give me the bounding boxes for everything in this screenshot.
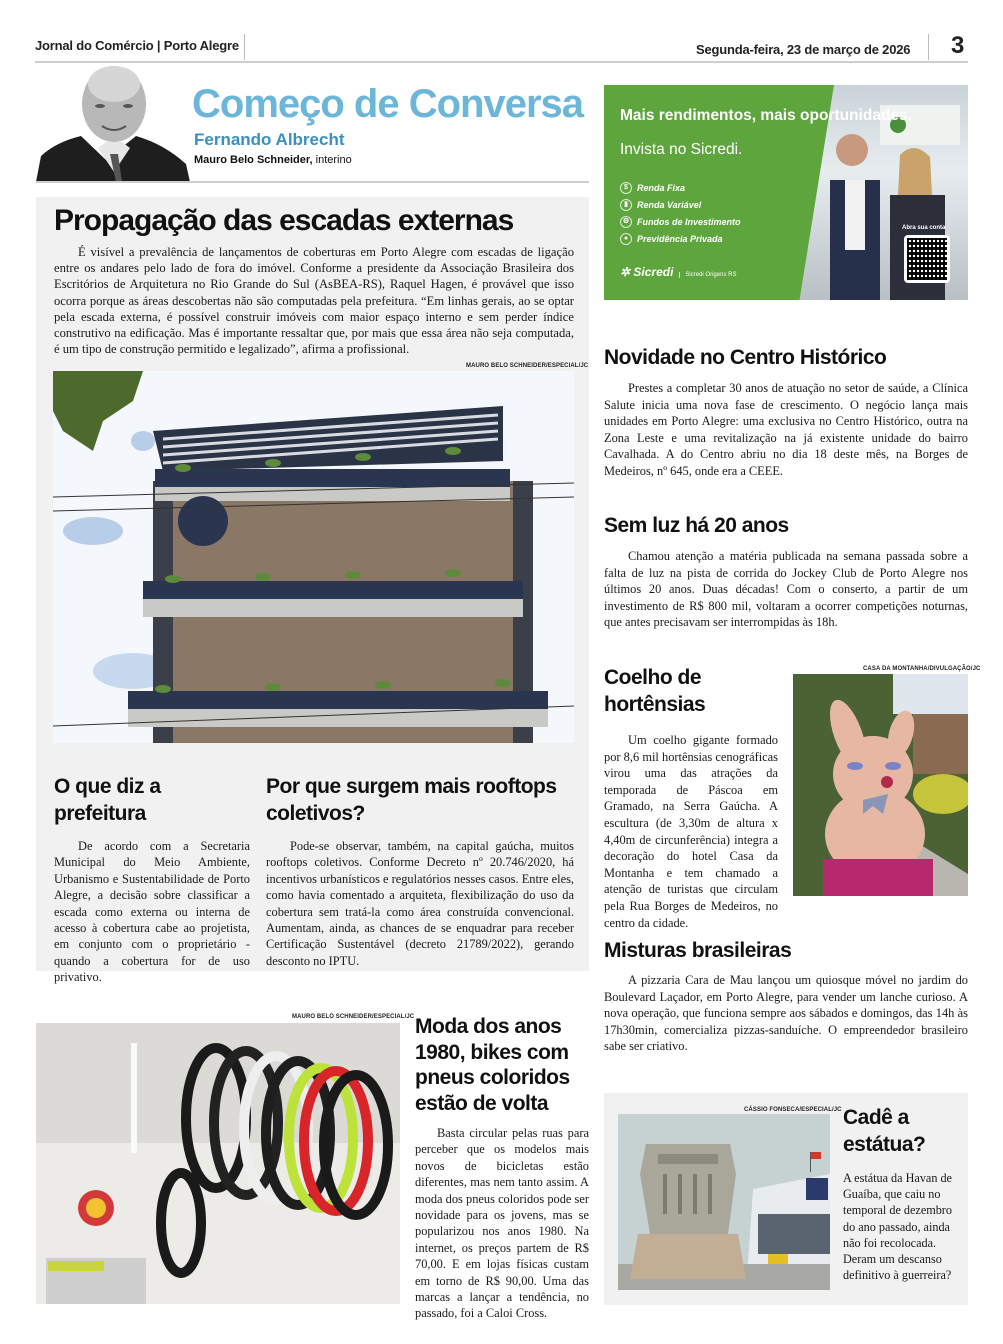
publication-name: Jornal do Comércio | Porto Alegre — [35, 38, 239, 53]
column-rule — [36, 181, 589, 183]
brand-name: Sicredi — [633, 265, 674, 279]
ad-feature-label: Renda Variável — [637, 199, 702, 210]
qr-label: Abra sua conta — [902, 225, 946, 231]
ad-feature-item — [620, 213, 741, 230]
main-article-body: É visível a prevalência de lançamentos de coberturas em Porto Alegre com escadas de ligação entre os andares pelo lado de fora do imóvel. Conforme a presidente da Associação Brasileira dos Escritórios de Arquitetura no Rio Grande do Sul (AsBEA-RS), Raquel Hagen, é provável que isso ocorra porque as áreas descobertas não são computadas pela prefeitura. “Em linhas gerais, ao se optar pela escada externa, é possível construir imóveis com maior espaço interno e sem perder índice construtivo na edificação. Mas é importante ressaltar que, por mais que essa área não seja computada, é um tipo de construção permitido e legalizado”, afirma a profissional. — [54, 245, 574, 357]
ad-feature-item — [620, 230, 741, 247]
coin-icon: $ — [620, 182, 632, 194]
page-number: 3 — [951, 32, 965, 59]
column-title: Começo de Conversa — [192, 82, 584, 126]
article-body: A pizzaria Cara de Mau lançou um quiosque móvel no jardim do Boulevard Laçador, em Porto Alegre, para vender um lanche curioso. A nova operação, que funciona sempre aos sábados e domingos, das 14h às 17h30min, comercializa pizzas-sanduíche. O empreendedor brasileiro sabe ser criativo. — [604, 973, 968, 1054]
header-divider — [244, 34, 245, 60]
building-photo — [53, 371, 574, 743]
ad-feature-label: Renda Fixa — [637, 182, 686, 193]
ad-feature-item — [620, 196, 741, 213]
ad-feature-item — [620, 179, 741, 196]
columnist-portrait — [36, 64, 190, 182]
photo-credit: CASA DA MONTANHA/DIVULGAÇÃO/JC — [863, 666, 981, 672]
ad-feature-list — [620, 179, 741, 247]
article-title: Novidade no Centro Histórico — [604, 346, 887, 369]
article-title: Moda dos anos 1980, bikes com pneus coloridos estão de volta — [415, 1015, 570, 1115]
main-article-title: Propagação das escadas externas — [54, 204, 514, 237]
article-title: Misturas brasileiras — [604, 939, 792, 962]
qr-code-pattern — [907, 238, 947, 280]
column-author: Fernando Albrecht — [194, 130, 345, 149]
sicredi-logo-icon: ✲ — [620, 265, 634, 279]
issue-date: Segunda-feira, 23 de março de 2026 — [696, 42, 911, 57]
ad-headline: Mais rendimentos, mais oportunidades. — [620, 107, 912, 124]
hydrangea-bunny-photo — [793, 674, 968, 896]
qr-code[interactable] — [904, 235, 950, 283]
article-title: Coelho de hortênsias — [604, 666, 706, 716]
interim-name: Mauro Belo Schneider, — [194, 154, 313, 166]
sub-article-body: De acordo com a Secretaria Municipal do Meio Ambiente, Urbanismo e Sustentabilidade de Porto Alegre, a decisão sobre classificar a escada como externa ou interna de acesso à cobertura cabe ao projetista, em conjunto com o proprietário - quando a cobertura for de uso privativo. — [54, 839, 250, 985]
photo-credit: CÁSSIO FONSECA/ESPECIAL/JC — [744, 1107, 842, 1113]
header-divider — [928, 34, 929, 60]
article-body: Prestes a completar 30 anos de atuação no setor de saúde, a Clínica Salute inicia uma nova fase de crescimento. O negócio lança mais unidades em Porto Alegre: uma exclusiva no Centro Histórico, outra na Zona Leste e uma revitalização na já existente unidade do bairro Cavalhada. A do Centro abriu no dia 18 deste mês, na Borges de Medeiros, nº 645, onde era a CEEE. — [604, 381, 968, 478]
article-body: Basta circular pelas ruas para perceber que os modelos mais novos de bicicletas estão diferentes, mas nem tanto assim. A moda dos pneus coloridos pode ser novidade para os jovens, mas se popularizou nos anos 1980. Na internet, os preços partem de R$ 70,00. E em lojas físicas custam em torno de R$ 90,00. Uma das marcas a lançar a tendência, no passado, foi a Caloi Cross. — [415, 1126, 589, 1321]
piggy-icon: ● — [620, 233, 632, 245]
bike-tires-photo — [36, 1023, 400, 1304]
article-body: A estátua da Havan de Guaíba, que caiu no temporal de dezembro do ano passado, ainda não foi recolocada. Deram um descanso definitivo à guerreira? — [843, 1171, 952, 1283]
ad-subline: Invista no Sicredi. — [620, 141, 743, 158]
brand-sub: Sicredi Origens RS — [679, 272, 736, 278]
article-title: Cadê a estátua? — [843, 1106, 926, 1156]
sicredi-advertisement[interactable] — [604, 85, 968, 300]
ad-feature-label: Previdência Privada — [637, 233, 723, 244]
ad-feature-label: Fundos de Investimento — [637, 216, 741, 227]
column-interim-credit — [194, 154, 352, 166]
article-body: Chamou atenção a matéria publicada na semana passada sobre a falta de luz na pista de corrida do Jockey Club de Porto Alegre nos últimos 20 anos. Duas décadas! Com o conserto, a partir de um investimento de R$ 800 mil, voltaram a ocorrer competições noturnas, que antes precisavam ser interrompidas às 18h. — [604, 549, 968, 630]
article-title: Sem luz há 20 anos — [604, 514, 789, 537]
statue-pedestal-photo — [618, 1114, 830, 1290]
bar-chart-icon: ▮ — [620, 199, 632, 211]
sub-article-title: O que diz a prefeitura — [54, 775, 161, 825]
photo-credit: MAURO BELO SCHNEIDER/ESPECIAL/JC — [292, 1014, 415, 1020]
gear-icon: ⚙ — [620, 216, 632, 228]
article-body: Um coelho gigante formado por 8,6 mil hortênsias cenográficas virou uma das atrações da temporada de Páscoa em Gramado, na Serra Gaúcha. A escultura (de 3,30m de altura x 4,40m de circunferência) integra a decoração do hotel Casa da Montanha e tem chamado a atenção de turistas que circulam pela Rua Borges de Medeiros, no centro da cidade. — [604, 733, 778, 930]
header-rule — [35, 61, 968, 63]
photo-credit: MAURO BELO SCHNEIDER/ESPECIAL/JC — [466, 363, 589, 369]
interim-label: interino — [312, 154, 352, 166]
sicredi-logo — [620, 265, 736, 279]
sub-article-title: Por que surgem mais rooftops coletivos? — [266, 775, 557, 825]
sub-article-body: Pode-se observar, também, na capital gaúcha, muitos rooftops coletivos. Conforme Decreto nº 20.746/2020, há incentivos urbanísticos e regulatórios nesses casos. Entre eles, como havia comentado a arquiteta, flexibilização do uso da cobertura sem tratá-la como área construída convencional. Aumentam, ainda, as chances de se enquadrar para receber Certificação Sustentável (decreto 21789/2022), gerando desconto no IPTU. — [266, 839, 574, 968]
